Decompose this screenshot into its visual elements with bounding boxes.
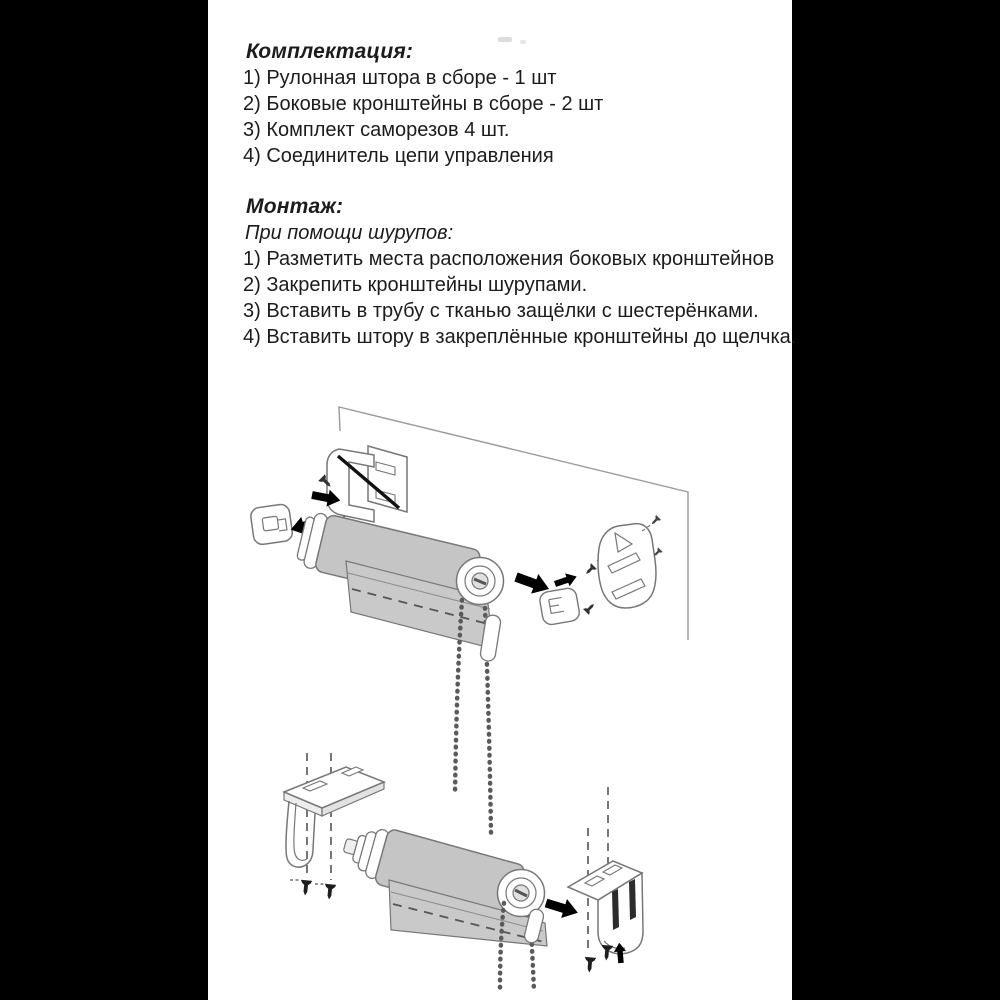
letterbox-left [0,0,208,1000]
screw-icon [583,563,596,576]
chain-connector-cap [250,503,294,545]
screw-icon [583,601,597,615]
kit-section [243,38,603,169]
arrow-icon [543,894,581,923]
kit-item-3: 3) Комплект саморезов 4 шт. [243,119,510,141]
right-wall-bracket [598,524,656,608]
latch-piece [538,587,580,626]
arrow-icon [553,570,579,590]
left-wall-bracket [327,446,407,522]
diagram-ceiling-mount-exploded [245,740,735,998]
mount-step-4: 4) Вставить штору в закреплённые кронштейны до щелчка. [243,326,797,348]
kit-item-1: 1) Рулонная штора в сборе - 1 шт [243,67,557,89]
kit-item-4: 4) Соединитель цепи управления [243,145,554,167]
screw-icon [649,515,661,527]
screw-icon [299,880,312,896]
mount-subheading: При помощи шурупов: [245,222,454,244]
mount-section [243,193,796,350]
clutch-end-cap [457,558,504,605]
kit-item-2: 2) Боковые кронштейны в сборе - 2 шт [243,93,604,115]
screw-icon [583,957,596,973]
mount-step-3: 3) Вставить в трубу с тканью защёлки с шестерёнками. [243,300,759,322]
letterbox-right [792,0,1000,1000]
kit-heading: Комплектация: [246,40,414,63]
mount-step-2: 2) Закрепить кронштейны шурупами. [243,274,588,296]
roller-blind-assembly [337,818,547,991]
right-ceiling-bracket [568,787,643,954]
mount-step-1: 1) Разметить места расположения боковых кронштейнов [243,248,775,270]
screw-icon [323,884,336,900]
mount-heading: Монтаж: [246,195,344,218]
